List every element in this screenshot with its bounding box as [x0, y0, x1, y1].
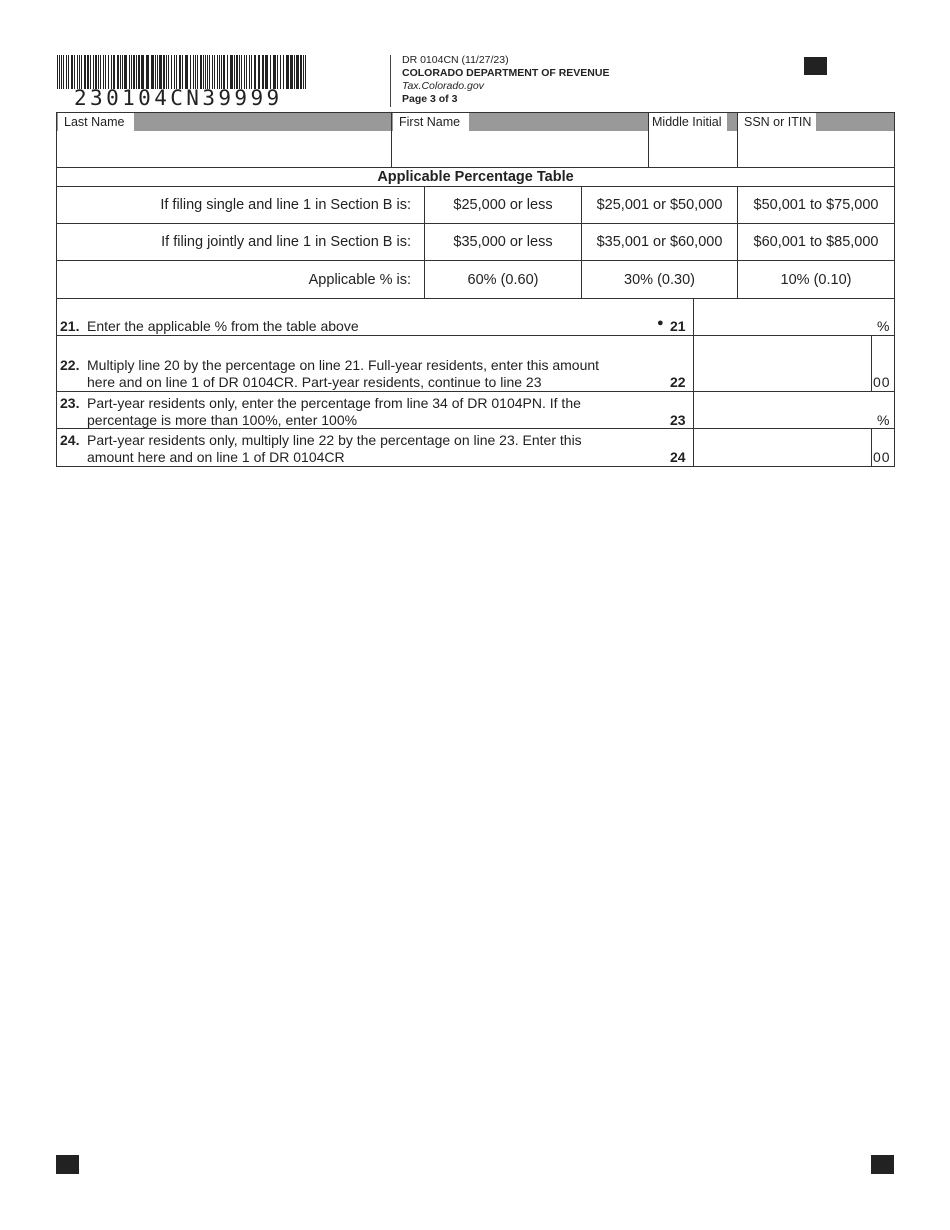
barcode-bar	[151, 55, 154, 89]
table-row-label: If filing jointly and line 1 in Section B is:	[161, 234, 411, 250]
barcode	[56, 55, 308, 89]
table-cell: $50,001 to $75,000	[753, 197, 879, 213]
barcode-bar	[195, 55, 196, 89]
line-ref: 22	[670, 374, 686, 390]
barcode-number: 230104CN39999	[74, 86, 283, 110]
form-id: DR 0104CN (11/27/23)	[402, 54, 509, 66]
cents-suffix: 00	[873, 449, 891, 465]
barcode-bar	[61, 55, 62, 89]
barcode-bar	[280, 55, 281, 89]
barcode-bar	[296, 55, 299, 89]
barcode-bar	[141, 55, 144, 89]
barcode-bar	[63, 55, 64, 89]
barcode-bar	[87, 55, 89, 89]
barcode-bar	[197, 55, 198, 89]
website: Tax.Colorado.gov	[402, 80, 484, 92]
line-ref: 21	[670, 318, 686, 334]
barcode-bar	[182, 55, 183, 89]
barcode-bar	[283, 55, 284, 89]
barcode-bar	[270, 55, 271, 89]
barcode-bar	[254, 55, 256, 89]
barcode-bar	[300, 55, 302, 89]
department-name: COLORADO DEPARTMENT OF REVENUE	[402, 67, 610, 79]
barcode-bar	[185, 55, 188, 89]
percentage-table-title: Applicable Percentage Table	[377, 169, 574, 185]
barcode-bar	[68, 55, 69, 89]
barcode-bar	[133, 55, 135, 89]
barcode-bar	[120, 55, 121, 89]
barcode-bar	[79, 55, 80, 89]
line-text: here and on line 1 of DR 0104CR. Part-year residents, continue to line 23	[87, 374, 542, 390]
name-divider-1	[391, 113, 392, 168]
barcode-bar	[294, 55, 295, 89]
barcode-bar	[163, 55, 165, 89]
line-text: Multiply line 20 by the percentage on line 21. Full-year residents, enter this amount	[87, 357, 600, 373]
barcode-bar	[236, 55, 238, 89]
barcode-bar	[136, 55, 137, 89]
barcode-bar	[200, 55, 202, 89]
cents-suffix: 00	[873, 374, 891, 390]
table-cell: $25,001 or $50,000	[596, 197, 723, 213]
barcode-bar	[190, 55, 191, 89]
barcode-bar	[214, 55, 215, 89]
table-row-label: If filing single and line 1 in Section B is:	[160, 197, 411, 213]
barcode-bar	[108, 55, 109, 89]
barcode-bar	[273, 55, 276, 89]
required-bullet: ●	[657, 317, 664, 329]
barcode-bar	[131, 55, 132, 89]
barcode-bar	[205, 55, 206, 89]
barcode-bar	[129, 55, 130, 89]
amount-column-divider	[693, 298, 694, 466]
barcode-bar	[90, 55, 91, 89]
line-number: 24.	[60, 432, 80, 448]
barcode-bar	[209, 55, 210, 89]
percent-suffix: %	[877, 412, 890, 428]
line-text: amount here and on line 1 of DR 0104CR	[87, 449, 345, 465]
barcode-bar	[117, 55, 119, 89]
cents-divider-24	[871, 429, 872, 466]
barcode-bar	[241, 55, 242, 89]
barcode-bar	[193, 55, 194, 89]
barcode-bar	[122, 55, 123, 89]
barcode-bar	[290, 55, 293, 89]
line-ref: 24	[670, 449, 686, 465]
barcode-bar	[223, 55, 225, 89]
barcode-bar	[179, 55, 181, 89]
ssn-itin-input[interactable]	[741, 136, 891, 164]
barcode-bar	[166, 55, 167, 89]
line-text: percentage is more than 100%, enter 100%	[87, 412, 358, 428]
first-name-input[interactable]	[395, 136, 645, 164]
barcode-bar	[84, 55, 86, 89]
last-name-label: Last Name	[58, 113, 134, 131]
table-cell: $35,000 or less	[453, 234, 553, 250]
barcode-bar	[286, 55, 289, 89]
barcode-bar	[262, 55, 264, 89]
barcode-bar	[234, 55, 235, 89]
last-name-input[interactable]	[60, 136, 386, 164]
header-divider	[390, 55, 391, 107]
barcode-bar	[111, 55, 112, 89]
registration-mark-bottom-left	[56, 1155, 79, 1174]
registration-mark-top	[804, 57, 827, 75]
barcode-bar	[277, 55, 278, 89]
line-number: 22.	[60, 357, 80, 373]
barcode-bar	[203, 55, 204, 89]
cents-divider-22	[871, 336, 872, 391]
barcode-bar	[113, 55, 115, 89]
line-text: Part-year residents only, multiply line 22 by the percentage on line 23. Enter this	[87, 432, 582, 448]
registration-mark-bottom-right	[871, 1155, 894, 1174]
line-23-input[interactable]	[697, 395, 869, 426]
line-text: Part-year residents only, enter the percentage from line 34 of DR 0104PN. If the	[87, 395, 581, 411]
barcode-bar	[207, 55, 208, 89]
barcode-bar	[239, 55, 240, 89]
barcode-bar	[103, 55, 104, 89]
barcode-bar	[265, 55, 268, 89]
barcode-bar	[303, 55, 304, 89]
barcode-bar	[305, 55, 306, 89]
page-number: Page 3 of 3	[402, 93, 458, 105]
barcode-bar	[219, 55, 220, 89]
barcode-bar	[100, 55, 101, 89]
middle-initial-input[interactable]	[652, 136, 734, 164]
barcode-bar	[171, 55, 172, 89]
table-cell: $25,000 or less	[453, 197, 553, 213]
barcode-bar	[98, 55, 99, 89]
first-name-label: First Name	[393, 113, 469, 131]
barcode-bar	[71, 55, 73, 89]
table-rule-2	[57, 260, 894, 261]
line-text: Enter the applicable % from the table above	[87, 318, 359, 334]
name-divider-3	[737, 113, 738, 168]
table-cell: 60% (0.60)	[467, 272, 539, 288]
barcode-bar	[251, 55, 252, 89]
barcode-bar	[155, 55, 156, 89]
barcode-bar	[66, 55, 67, 89]
barcode-bar	[258, 55, 260, 89]
barcode-bar	[244, 55, 245, 89]
barcode-bar	[93, 55, 94, 89]
line-number: 21.	[60, 318, 80, 334]
line-number: 23.	[60, 395, 80, 411]
line-ref: 23	[670, 412, 686, 428]
barcode-bar	[124, 55, 127, 89]
barcode-bar	[174, 55, 175, 89]
barcode-bar	[77, 55, 78, 89]
ssn-itin-label: SSN or ITIN	[738, 113, 816, 131]
table-rule-1	[57, 223, 894, 224]
table-cell: 30% (0.30)	[624, 272, 695, 288]
barcode-bar	[146, 55, 149, 89]
table-title-rule	[57, 186, 894, 187]
barcode-bar	[249, 55, 250, 89]
name-divider-2	[648, 113, 649, 168]
barcode-bar	[59, 55, 60, 89]
barcode-bar	[81, 55, 82, 89]
barcode-bar	[212, 55, 213, 89]
barcode-bar	[227, 55, 228, 89]
table-cell: $60,001 to $85,000	[753, 234, 879, 250]
table-cell: 10% (0.10)	[780, 272, 852, 288]
barcode-bar	[105, 55, 106, 89]
table-row-label: Applicable % is:	[308, 272, 411, 288]
line-22-input[interactable]	[697, 339, 869, 389]
line-rule-21	[57, 335, 894, 336]
line-rule-22	[57, 391, 894, 392]
barcode-bar	[246, 55, 247, 89]
barcode-bar	[230, 55, 233, 89]
barcode-bar	[159, 55, 162, 89]
middle-initial-label: Middle Initial	[649, 113, 727, 131]
barcode-bar	[176, 55, 177, 89]
barcode-bar	[57, 55, 58, 89]
percent-suffix: %	[877, 318, 890, 334]
barcode-bar	[157, 55, 158, 89]
barcode-bar	[138, 55, 140, 89]
table-cell: $35,001 or $60,000	[596, 234, 723, 250]
barcode-bar	[221, 55, 222, 89]
barcode-bar	[217, 55, 218, 89]
line-24-input[interactable]	[697, 432, 869, 463]
barcode-bar	[74, 55, 75, 89]
line-21-input[interactable]	[697, 302, 869, 334]
barcode-bar	[168, 55, 169, 89]
barcode-bar	[95, 55, 97, 89]
